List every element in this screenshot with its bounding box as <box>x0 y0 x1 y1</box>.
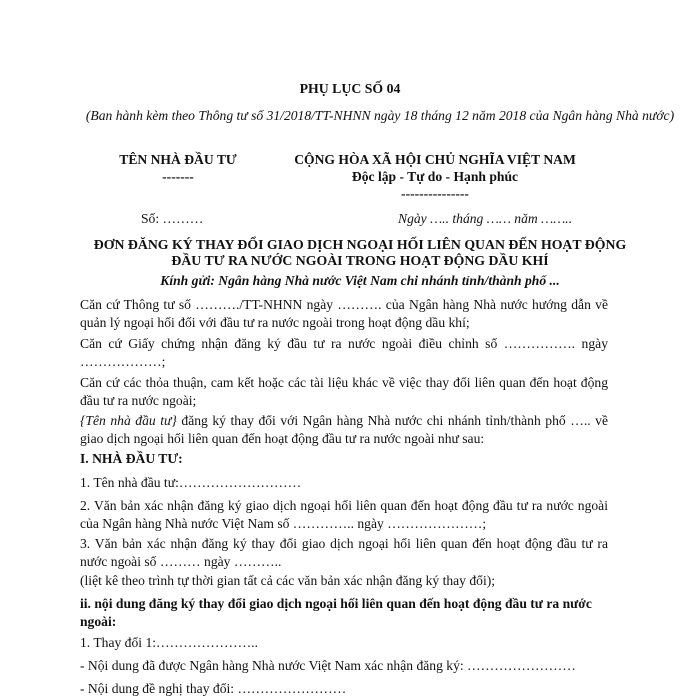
appendix-title: PHỤ LỤC SỐ 04 <box>299 81 401 96</box>
approved-content-field: - Nội dung đã được Ngân hàng Nhà nước Việt Nam xác nhận đăng ký: …………………… <box>80 658 576 673</box>
form-title <box>40 237 680 269</box>
basis-certificate: Căn cứ Giấy chứng nhận đăng ký đầu tư ra nước ngoài điều chỉnh số ……………. ngày ………………; <box>80 336 608 369</box>
basis-circular: Căn cứ Thông tư số ………./TT-NHNN ngày ………. của Ngân hàng Nhà nước hướng dẫn về quản lý ngoại hối đối với đầu tư ra nước ngoài trong hoạt động dầu khí; <box>80 297 608 330</box>
investor-header <box>98 151 258 185</box>
document-date: Ngày ….. tháng …… năm …….. <box>398 211 573 226</box>
issued-note: (Ban hành kèm theo Thông tư số 31/2018/TT-NHNN ngày 18 tháng 12 năm 2018 của Ngân hàng Nhà nước) <box>85 108 675 123</box>
section-change-title: ii. nội dung đăng ký thay đổi giao dịch ngoại hối liên quan đến hoạt động đầu tư ra nước ngoài: <box>80 596 592 629</box>
registration-statement <box>80 412 608 447</box>
republic-name: CỘNG HÒA XÃ HỘI CHỦ NGHĨA VIỆT NAM <box>294 152 576 167</box>
investor-rule: ------- <box>162 169 194 184</box>
registration-confirmation-field: 2. Văn bản xác nhận đăng ký giao dịch ngoại hối liên quan đến hoạt động đầu tư ra nước ngoài của Ngân hàng Nhà nước Việt Nam số ………….. ngày …………………; <box>80 498 608 531</box>
change-1-field: 1. Thay đổi 1:………………….. <box>80 635 258 650</box>
investor-name-placeholder: {Tên nhà đầu tư} <box>80 413 177 428</box>
investor-name-field: 1. Tên nhà đầu tư:……………………… <box>80 475 302 490</box>
document-number: Số: ……… <box>141 211 204 226</box>
proposed-content-field: - Nội dung đề nghị thay đổi: …………………… <box>80 681 347 696</box>
republic-header <box>270 151 600 202</box>
change-confirmation-field: 3. Văn bản xác nhận đăng ký thay đổi giao dịch ngoại hối liên quan đến hoạt động đầu tư ra nước ngoài số ……… ngày ……….. <box>80 536 608 569</box>
change-confirmation-note: (liệt kê theo trình tự thời gian tất cả các văn bản xác nhận đăng ký thay đổi); <box>80 573 496 588</box>
registration-statement-text: đăng ký thay đổi với Ngân hàng Nhà nước chi nhánh tỉnh/thành phố ….. về giao dịch ngoại hối liên quan đến hoạt động đầu tư ra nước ngoài như sau: <box>80 413 608 446</box>
form-title-line1: ĐƠN ĐĂNG KÝ THAY ĐỔI GIAO DỊCH NGOẠI HỐI LIÊN QUAN ĐẾN HOẠT ĐỘNG <box>93 237 627 252</box>
form-title-line2: ĐẦU TƯ RA NƯỚC NGOÀI TRONG HOẠT ĐỘNG DẦU KHÍ <box>171 253 549 268</box>
motto-rule: --------------- <box>401 186 469 201</box>
investor-name: TÊN NHÀ ĐẦU TƯ <box>119 152 237 167</box>
basis-agreements: Căn cứ các thỏa thuận, cam kết hoặc các tài liệu khác về việc thay đổi liên quan đến hoạt động đầu tư ra nước ngoài; <box>80 375 608 408</box>
section-investor-title: I. NHÀ ĐẦU TƯ: <box>80 451 183 466</box>
recipient-line: Kính gửi: Ngân hàng Nhà nước Việt Nam chi nhánh tỉnh/thành phố ... <box>160 273 560 288</box>
motto: Độc lập - Tự do - Hạnh phúc <box>351 169 519 184</box>
